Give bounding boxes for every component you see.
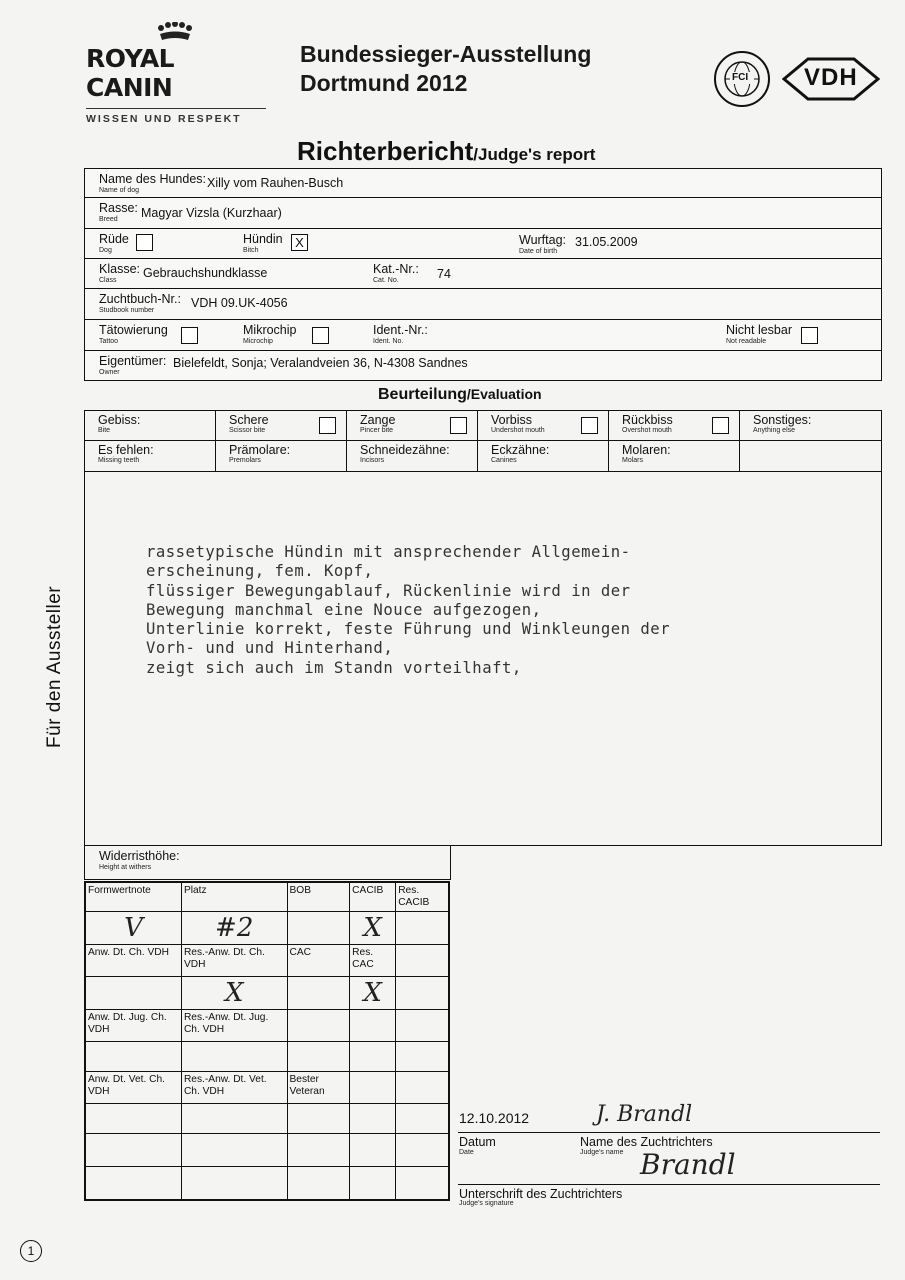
- signature-line: [458, 1184, 880, 1185]
- report-title-sub: /Judge's report: [473, 145, 596, 164]
- owner-sub: Owner: [99, 369, 120, 376]
- overshot-checkbox[interactable]: [712, 417, 729, 434]
- table-row: [85, 977, 449, 1010]
- grade-value[interactable]: V: [85, 912, 181, 945]
- eval-empty-cell: [740, 441, 881, 471]
- tattoo-sub: Tattoo: [99, 338, 119, 345]
- grade-cell[interactable]: [85, 1167, 181, 1201]
- cacib-value[interactable]: X: [350, 912, 396, 945]
- comment-line: erscheinung, fem. Kopf,: [146, 562, 374, 581]
- grade-header: [350, 1010, 396, 1042]
- missing-teeth-cell: [85, 441, 216, 471]
- row-class: [85, 259, 881, 289]
- grade-header: [350, 1072, 396, 1104]
- grade-header: Anw. Dt. Jug. Ch. VDH: [85, 1010, 181, 1042]
- undershot-sub: Undershot mouth: [491, 427, 545, 434]
- studbook-field[interactable]: VDH 09.UK-4056: [191, 296, 288, 310]
- anything-else-cell: [740, 411, 881, 441]
- judge-name-label: Name des Zuchtrichters: [580, 1135, 713, 1149]
- grade-header: Res.-Anw. Dt. Ch. VDH: [181, 945, 287, 977]
- pincer-cell: [347, 411, 478, 441]
- scissor-label: Schere: [229, 413, 269, 427]
- signature-label: Unterschrift des Zuchtrichters: [459, 1187, 623, 1201]
- brand-name: ROYAL CANIN: [86, 44, 175, 102]
- grade-header: Res.-Anw. Dt. Jug. Ch. VDH: [181, 1010, 287, 1042]
- pincer-label: Zange: [360, 413, 396, 427]
- row-sex: [85, 229, 881, 259]
- placement-value[interactable]: #2: [181, 912, 287, 945]
- date-sub: Date: [459, 1149, 474, 1156]
- breed-label: Rasse:: [99, 201, 138, 215]
- brand-tagline: WISSEN UND RESPEKT: [86, 108, 266, 125]
- ident-sub: Ident. No.: [373, 338, 404, 345]
- res-anw-ch-value[interactable]: X: [181, 977, 287, 1010]
- date-label: Datum: [459, 1135, 496, 1149]
- grade-header: BOB: [287, 882, 350, 912]
- table-row: [85, 1134, 449, 1167]
- grade-header: Anw. Dt. Ch. VDH: [85, 945, 181, 977]
- bite-evaluation-grid: [84, 410, 882, 472]
- bitch-sub: Bitch: [243, 247, 259, 254]
- bitch-checkbox[interactable]: X: [291, 234, 308, 251]
- vdh-logo: [782, 56, 880, 107]
- scissor-sub: Scissor bite: [229, 427, 266, 434]
- grade-header: Bester Veteran: [287, 1072, 350, 1104]
- comment-line: rassetypische Hündin mit ansprechender Allgemein-: [146, 543, 631, 561]
- grade-cell[interactable]: [350, 1042, 396, 1072]
- comment-line: flüssiger Bewegungablauf, Rückenlinie wird in der: [146, 581, 631, 600]
- grade-cell[interactable]: [287, 1167, 350, 1201]
- grade-cell[interactable]: [85, 1134, 181, 1167]
- grade-cell[interactable]: [181, 1042, 287, 1072]
- anything-else-sub: Anything else: [753, 427, 796, 434]
- anw-ch-value[interactable]: [85, 977, 181, 1010]
- dog-info-form: [84, 168, 882, 381]
- undershot-cell: [478, 411, 609, 441]
- microchip-checkbox[interactable]: [312, 327, 329, 344]
- not-readable-label: Nicht lesbar: [726, 323, 792, 337]
- incisors-cell: [347, 441, 478, 471]
- undershot-checkbox[interactable]: [581, 417, 598, 434]
- microchip-label: Mikrochip: [243, 323, 297, 337]
- height-at-withers-box: [84, 845, 451, 880]
- row-id: [85, 320, 881, 351]
- grade-cell[interactable]: [85, 1104, 181, 1134]
- catno-label: Kat.-Nr.:: [373, 262, 419, 276]
- dog-sub: Dog: [99, 247, 112, 254]
- overshot-label: Rückbiss: [622, 413, 673, 427]
- breed-field[interactable]: Magyar Vizsla (Kurzhaar): [141, 206, 282, 220]
- row-name: [85, 169, 881, 198]
- canines-sub: Canines: [491, 457, 517, 464]
- for-exhibitor-label: Für den Aussteller: [44, 585, 65, 748]
- pincer-sub: Pincer bite: [360, 427, 394, 434]
- comment-line: Vorh- und und Hinterhand,: [146, 639, 394, 658]
- grade-header: Platz: [181, 882, 287, 912]
- comment-line: zeigt sich auch im Standn vorteilhaft,: [146, 658, 522, 677]
- table-row: [85, 1042, 449, 1072]
- judge-comment-text: [146, 543, 670, 678]
- grades-table: [84, 881, 450, 1201]
- vdh-label: VDH: [804, 64, 858, 91]
- grade-cell[interactable]: [350, 1104, 396, 1134]
- tattoo-label: Tätowierung: [99, 323, 168, 337]
- grade-cell[interactable]: [85, 1042, 181, 1072]
- bite-label: Gebiss:: [98, 413, 141, 427]
- not-readable-checkbox[interactable]: [801, 327, 818, 344]
- owner-field[interactable]: Bielefeldt, Sonja; Veralandveien 36, N-4308 Sandnes: [173, 356, 468, 370]
- table-row: [85, 1072, 449, 1104]
- grade-header: [396, 1072, 449, 1104]
- premolars-cell: [216, 441, 347, 471]
- catno-sub: Cat. No.: [373, 277, 399, 284]
- table-row: [85, 1010, 449, 1042]
- class-label: Klasse:: [99, 262, 140, 276]
- page-number: 1: [20, 1240, 42, 1262]
- grade-cell[interactable]: [181, 1167, 287, 1201]
- grade-cell[interactable]: [287, 1134, 350, 1167]
- dog-checkbox[interactable]: [136, 234, 153, 251]
- judge-signature[interactable]: Brandl: [640, 1148, 736, 1181]
- grade-header: [396, 1010, 449, 1042]
- dob-sub: Date of birth: [519, 248, 558, 255]
- show-title: [300, 40, 591, 98]
- fci-logo: [713, 50, 771, 113]
- pincer-checkbox[interactable]: [450, 417, 467, 434]
- breed-sub: Breed: [99, 216, 118, 223]
- row-owner: [85, 351, 881, 380]
- dob-field[interactable]: 31.05.2009: [575, 235, 638, 249]
- molars-cell: [609, 441, 740, 471]
- class-field[interactable]: Gebrauchshundklasse: [143, 266, 268, 280]
- table-row: [85, 1104, 449, 1134]
- ident-label: Ident.-Nr.:: [373, 323, 428, 337]
- grade-header: [396, 945, 449, 977]
- name-sub: Name of dog: [99, 187, 140, 194]
- row-breed: [85, 198, 881, 229]
- grade-header: CAC: [287, 945, 350, 977]
- date-field[interactable]: 12.10.2012: [459, 1110, 530, 1126]
- fci-label: FCI: [732, 72, 749, 83]
- microchip-sub: Microchip: [243, 338, 273, 345]
- studbook-sub: Studbook number: [99, 307, 155, 314]
- grade-cell[interactable]: [181, 1134, 287, 1167]
- overshot-sub: Overshot mouth: [622, 427, 672, 434]
- anything-else-label: Sonstiges:: [753, 413, 812, 427]
- signature-sub: Judge's signature: [459, 1200, 514, 1207]
- height-sub: Height at withers: [99, 864, 152, 871]
- evaluation-title: [378, 386, 542, 404]
- premolars-sub: Premolars: [229, 457, 261, 464]
- class-sub: Class: [99, 277, 117, 284]
- molars-sub: Molars: [622, 457, 644, 464]
- studbook-label: Zuchtbuch-Nr.:: [99, 292, 181, 306]
- canines-cell: [478, 441, 609, 471]
- judge-name-field[interactable]: J. Brandl: [596, 1102, 693, 1127]
- tattoo-checkbox[interactable]: [181, 327, 198, 344]
- grade-header: Res. CACIB: [396, 882, 449, 912]
- res-cacib-value[interactable]: [396, 912, 449, 945]
- name-label: Name des Hundes:: [99, 172, 207, 186]
- grade-header: CACIB: [350, 882, 396, 912]
- overshot-cell: [609, 411, 740, 441]
- row-studbook: [85, 289, 881, 320]
- grade-header: Res.-Anw. Dt. Vet. Ch. VDH: [181, 1072, 287, 1104]
- scissor-checkbox[interactable]: [319, 417, 336, 434]
- evaluation-title-sub: /Evaluation: [466, 386, 542, 402]
- date-name-line: [458, 1132, 880, 1133]
- report-title-main: Richterbericht: [297, 136, 474, 166]
- grade-header: [287, 1010, 350, 1042]
- grade-cell[interactable]: [350, 1167, 396, 1201]
- dog-label: Rüde: [99, 232, 129, 246]
- show-title-line1: Bundessieger-Ausstellung: [300, 41, 592, 67]
- bitch-label: Hündin: [243, 232, 283, 246]
- grade-cell[interactable]: [350, 1134, 396, 1167]
- dob-label: Wurftag:: [519, 233, 567, 247]
- bite-sub: Bite: [98, 427, 111, 434]
- table-row: [85, 882, 449, 912]
- table-row: [85, 912, 449, 945]
- premolars-label: Prämolare:: [229, 443, 291, 457]
- grade-header: Anw. Dt. Vet. Ch. VDH: [85, 1072, 181, 1104]
- dog-name-field[interactable]: Xilly vom Rauhen-Busch: [207, 176, 344, 190]
- table-row: [85, 945, 449, 977]
- incisors-sub: Incisors: [360, 457, 385, 464]
- bob-value[interactable]: [287, 912, 350, 945]
- show-title-line2: Dortmund 2012: [300, 70, 468, 96]
- grade-header: Formwertnote: [85, 882, 181, 912]
- molars-label: Molaren:: [622, 443, 671, 457]
- owner-label: Eigentümer:: [99, 354, 167, 368]
- grade-cell[interactable]: [396, 1134, 449, 1167]
- comment-line: Bewegung manchmal eine Nouce aufgezogen,: [146, 600, 542, 619]
- catno-field[interactable]: 74: [437, 267, 451, 281]
- bite-cell: [85, 411, 216, 441]
- grade-cell[interactable]: [396, 1167, 449, 1201]
- height-label: Widerristhöhe:: [99, 849, 180, 863]
- grade-cell[interactable]: [287, 1104, 350, 1134]
- scissor-cell: [216, 411, 347, 441]
- grade-cell[interactable]: [181, 1104, 287, 1134]
- table-row: [85, 1167, 449, 1201]
- grade-cell[interactable]: [396, 1042, 449, 1072]
- canines-label: Eckzähne:: [491, 443, 550, 457]
- res-cac-value[interactable]: X: [350, 977, 396, 1010]
- royal-canin-logo: [86, 28, 266, 125]
- judge-name-sub: Judge's name: [580, 1149, 624, 1156]
- report-title: [297, 136, 595, 167]
- missing-teeth-sub: Missing teeth: [98, 457, 140, 464]
- evaluation-title-main: Beurteilung: [378, 386, 467, 403]
- grade-header: Res. CAC: [350, 945, 396, 977]
- grade-cell[interactable]: [287, 1042, 350, 1072]
- missing-teeth-label: Es fehlen:: [98, 443, 154, 457]
- empty-value[interactable]: [396, 977, 449, 1010]
- grade-cell[interactable]: [396, 1104, 449, 1134]
- crown-icon: [156, 22, 194, 42]
- undershot-label: Vorbiss: [491, 413, 532, 427]
- comment-line: Unterlinie korrekt, feste Führung und Winkleungen der: [146, 620, 671, 639]
- cac-value[interactable]: [287, 977, 350, 1010]
- not-readable-sub: Not readable: [726, 338, 767, 345]
- incisors-label: Schneidezähne:: [360, 443, 450, 457]
